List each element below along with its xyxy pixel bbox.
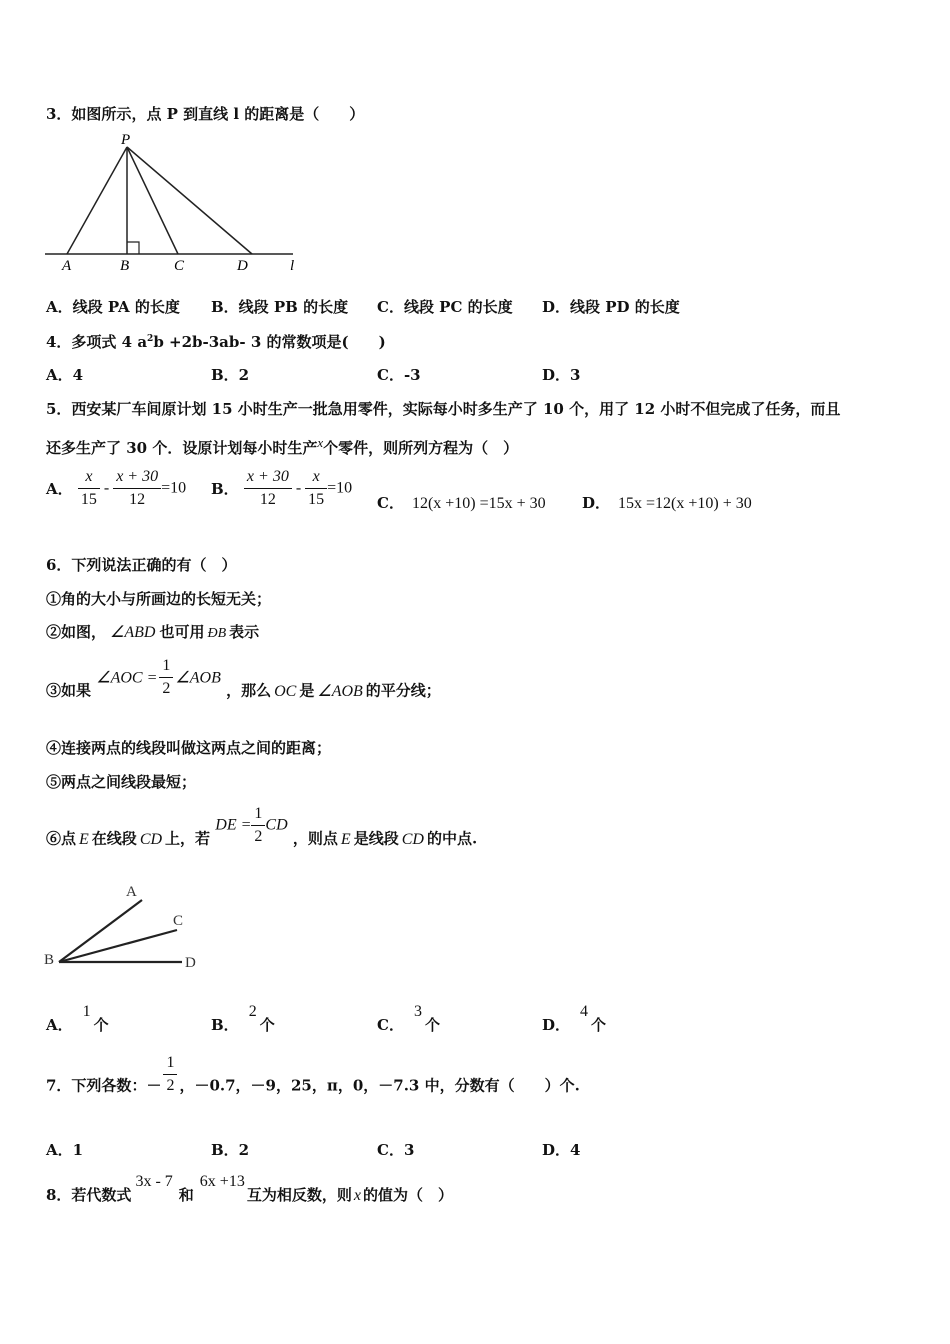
q6-statement-4: ④连接两点的线段叫做这两点之间的距离； (46, 739, 332, 757)
q5-stem-line1: 5．西安某厂车间原计划 15 小时生产一批急用零件，实际每小时多生产了 10 个，用了 12 小时不但完成了任务，而且 (46, 400, 841, 418)
q6-label-a: A (126, 884, 137, 900)
q7-option-b: B．2 (211, 1141, 250, 1159)
q5-option-c: C． 12(x +10) =15x + 30 (377, 494, 546, 512)
q3-label-d: D (237, 258, 248, 274)
q3-option-d: D．线段 PD 的长度 (542, 298, 680, 316)
q5-stem-line2: 还多生产了 30 个．设原计划每小时生产$^x$个零件，则所列方程为（ ） (46, 435, 519, 457)
q3-stem: 3．如图所示，点 P 到直线 l 的距离是（ ） (46, 105, 365, 123)
q6-statement-5: ⑤两点之间线段最短； (46, 773, 197, 791)
q7-option-c: C．3 (377, 1141, 415, 1159)
q4-option-a: A．4 (46, 366, 84, 384)
q3-label-l: l (290, 258, 295, 274)
q6-figure (40, 875, 220, 975)
q6-label-b: B (44, 952, 55, 968)
q3-label-c: C (174, 258, 185, 274)
q5-option-a: A． $\frac{x}{15}$ - $\frac{x + 30}{12}$ =10 (46, 468, 187, 508)
q6-statement-3: ③如果 ∠AOC = $\frac{1}{2}$ ∠AOB ，那么 OC 是 ∠AOB 的平分线； (46, 657, 441, 700)
q4-option-d: D．3 (542, 366, 581, 384)
q8-stem: 8．若代数式3x - 7和6x +13互为相反数，则 x 的值为（ ） (46, 1173, 453, 1204)
q3-label-p: P (121, 132, 131, 148)
q3-figure (40, 130, 310, 275)
q4-option-c: C．-3 (377, 366, 421, 384)
q6-option-d: D．4个 (542, 1003, 607, 1034)
q3-label-a: A (62, 258, 72, 274)
q6-label-c: C (173, 913, 184, 929)
q4-option-b: B．2 (211, 366, 250, 384)
q3-option-a: A．线段 PA 的长度 (46, 298, 180, 316)
q3-option-b: B．线段 PB 的长度 (211, 298, 349, 316)
q6-label-d: D (185, 955, 196, 971)
q4-stem: 4．多项式 4 $a^2b +2b-3ab-$ 3 的常数项是( ) (46, 333, 386, 351)
q3-option-c: C．线段 PC 的长度 (377, 298, 513, 316)
q5-option-d: D． 15x =12(x +10) + 30 (582, 494, 752, 512)
q6-option-c: C．3个 (377, 1003, 440, 1034)
q6-stem: 6．下列说法正确的有（ ） (46, 556, 237, 574)
q6-statement-1: ①角的大小与所画边的长短无关； (46, 590, 272, 608)
q3-label-b: B (120, 258, 130, 274)
q7-option-d: D．4 (542, 1141, 581, 1159)
q6-option-b: B．2个 (211, 1003, 275, 1034)
q7-stem: 7．下列各数：－ $\frac{1}{2}$ ，－0.7，－9，25，π，0，－7.3 中，分数有（ ）个. (46, 1054, 580, 1095)
q6-statement-6: ⑥点 E 在线段 CD 上，若 DE = $\frac{1}{2}$ CD ，则点 E 是线段 CD 的中点. (46, 805, 478, 848)
q6-statement-2: ②如图， ∠ABD 也可用 ÐB 表示 (46, 623, 260, 641)
q7-option-a: A．1 (46, 1141, 84, 1159)
q5-option-b: B． $\frac{x + 30}{12}$ - $\frac{x}{15}$ =10 (211, 468, 353, 508)
q6-option-a: A．1个 (46, 1003, 109, 1034)
